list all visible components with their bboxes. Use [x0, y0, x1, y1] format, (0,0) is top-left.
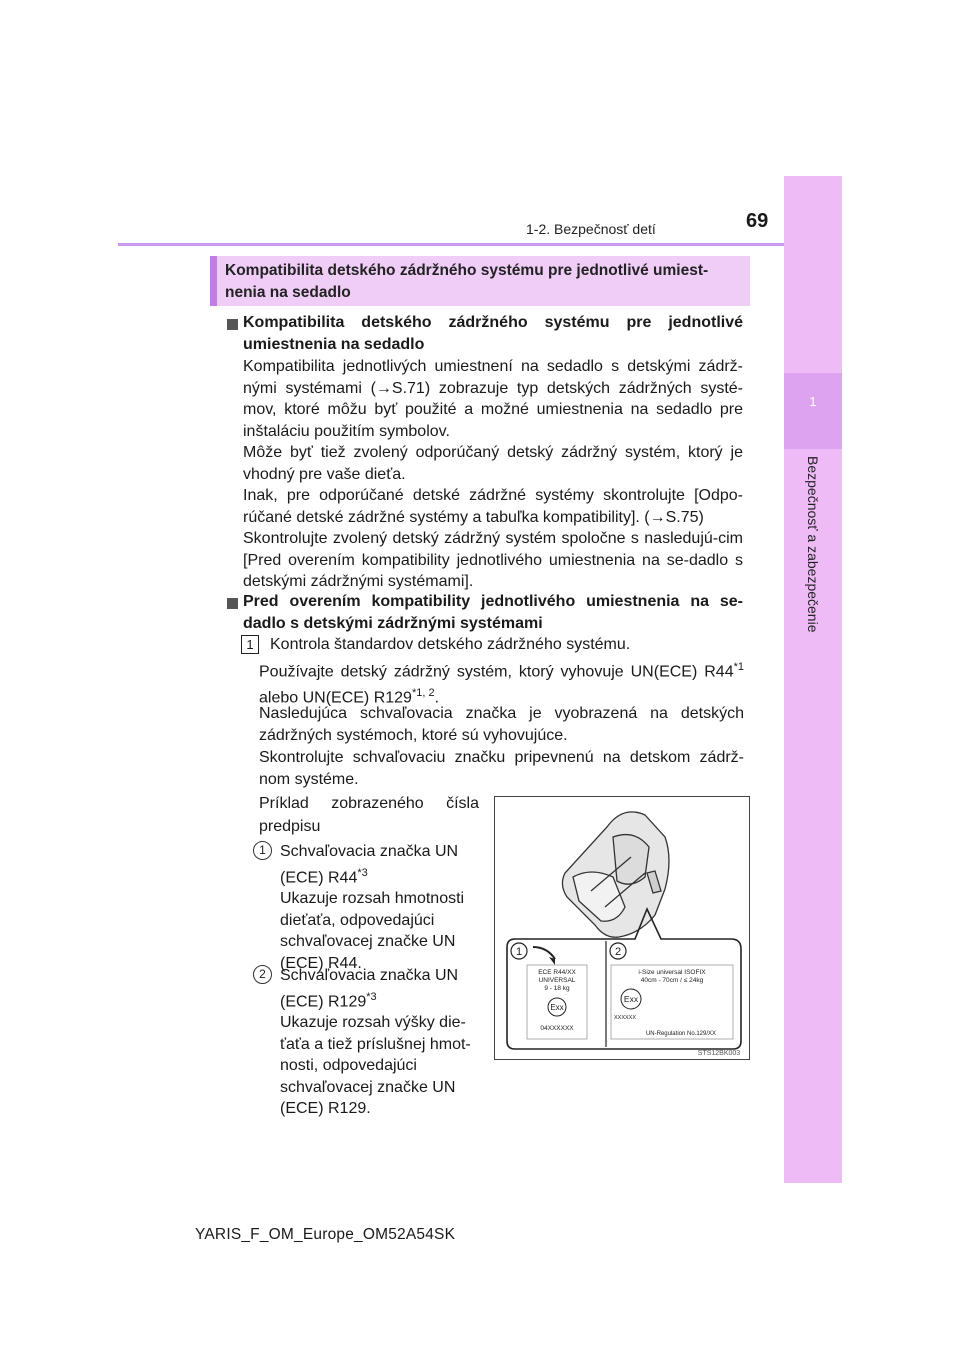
r44-approval-mark: Exx: [550, 1003, 564, 1012]
r129-approval-code: XXXXXX: [613, 1015, 637, 1021]
figure-callout-2: 2: [614, 946, 622, 958]
r129-approval-mark: Exx: [623, 994, 639, 1004]
chapter-tab-label: Bezpečnosť a zabezpečenie: [805, 456, 821, 633]
section-heading-bar: [210, 256, 217, 306]
approval-label-figure: [494, 796, 750, 1060]
bullet-square-icon: [227, 598, 238, 609]
approval-mark-paragraph: Nasledujúca schvaľovacia značka je vyobrazená na detských zádržných systémoch, ktoré sú vyhovujúce.: [259, 705, 744, 744]
check-paragraph: Skontrolujte schvaľovaciu značku pripevnenú na detskom zádrž-nom systéme.: [259, 749, 744, 788]
chapter-title: 1-2. Bezpečnosť detí: [526, 221, 656, 237]
step-text: Kontrola štandardov detského zádržného systému.: [270, 636, 631, 653]
block1-paragraph-4: Skontrolujte zvolený detský zádržný systém spoločne s nasledujú-cim [Pred overením kompatibility jednotlivého umiestnenia na se-dadlo s detskými zádržnými systémami].: [243, 530, 743, 590]
item-1-marker: 1: [253, 841, 272, 860]
block1-paragraph-1: Kompatibilita jednotlivých umiestnení na sedadlo s detskými zádrž-nými systémami (→S.71) zobrazuje typ detských zádržných systé-mov, ktoré môžu byť použité a možné umiestnenia na sedadlo pre inštaláciu použitím symbolov.: [243, 358, 743, 440]
page-number: 69: [746, 210, 769, 232]
figure-callout-1: 1: [515, 946, 523, 958]
item-1-text: Schvaľovacia značka UN (ECE) R44$^{*3}$ Ukazuje rozsah hmotnosti dieťaťa, odpovedajúci schvaľovacej značke UN (ECE) R44.: [280, 843, 465, 972]
item-2-text: Schvaľovacia značka UN (ECE) R129$^{*3}$ Ukazuje rozsah výšky die-ťaťa a tiež príslušnej hmot-nosti, odpovedajúci schvaľovacej značke UN (ECE) R129.: [280, 967, 471, 1118]
side-tab-strip: [784, 176, 842, 1183]
bullet-square-icon: [227, 319, 238, 330]
block2-heading: Pred overením kompatibility jednotlivého umiestnenia na se-dadlo s detskými zádržnými systémami: [243, 593, 743, 632]
section-heading: Kompatibilita detského zádržného systému pre jednotlivé umiest-nenia na sedadlo: [210, 256, 750, 306]
r44-label-line-1: ECE R44/XX: [538, 969, 576, 976]
r129-label-line-1: i-Size universal ISOFIX: [638, 969, 706, 976]
document-footer: YARIS_F_OM_Europe_OM52A54SK: [195, 1226, 456, 1243]
block1-heading: Kompatibilita detského zádržného systému pre jednotlivé umiestnenia na sedadlo: [243, 314, 743, 353]
r44-label-line-3: 9 - 18 kg: [544, 985, 570, 992]
r44-approval-code: 04XXXXXX: [540, 1025, 574, 1032]
r129-regulation: UN-Regulation No.129/XX: [645, 1031, 717, 1037]
figure-code: STS12BK003: [697, 1050, 741, 1057]
step-number-box: 1: [241, 635, 259, 654]
header-divider: [118, 243, 784, 246]
child-seat-illustration: [495, 797, 749, 1059]
r129-label-line-2: 40cm - 70cm / ≤ 24kg: [640, 977, 704, 984]
r44-label-line-2: UNIVERSAL: [538, 977, 576, 984]
example-caption: Príklad zobrazeného čísla predpisu: [259, 795, 479, 835]
block1-paragraph-3: Inak, pre odporúčané detské zádržné systémy skontrolujte [Odpo-rúčané detské zádržné systémy a tabuľka kompatibility]. (→S.75): [243, 487, 743, 526]
item-2-marker: 2: [253, 965, 272, 984]
chapter-tab-number: 1: [784, 373, 842, 449]
child-seat-icon: [562, 812, 669, 937]
block1-paragraph-2: Môže byť tiež zvolený odporúčaný detský zádržný systém, ktorý je vhodný pre vaše dieťa.: [243, 444, 743, 483]
standards-paragraph: Používajte detský zádržný systém, ktorý vyhovuje UN(ECE) R44$^{*1}$ alebo UN(ECE) R129$^{*1, 2}$.: [259, 661, 744, 707]
